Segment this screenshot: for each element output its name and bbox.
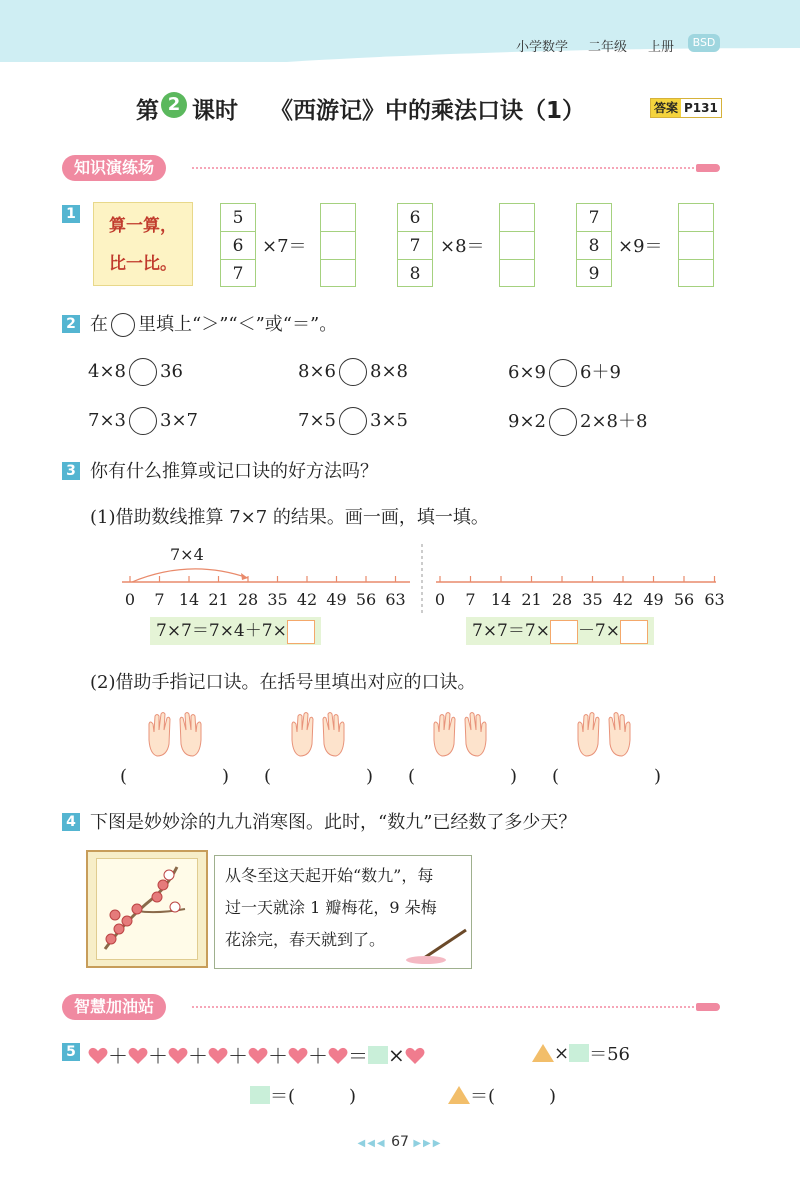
tick-label: 49 (643, 590, 664, 609)
tick-label: 0 (124, 590, 136, 609)
q3-part2: (2)借助手指记口诀。在括号里填出对应的口诀。 (90, 672, 476, 693)
q3-part1: (1)借助数线推算 7×7 的结果。画一画，填一填。 (90, 507, 489, 528)
scroll-canvas (96, 858, 198, 960)
compare-circle[interactable] (339, 407, 367, 435)
equation-right (466, 617, 654, 645)
title-prefix: 第 (136, 98, 159, 124)
heart-icon (208, 1046, 228, 1064)
note-line: 过一天就涂 1 瓣梅花，9 朵梅 (225, 898, 437, 917)
tick-label: 14 (178, 590, 200, 609)
operator: ＝ (348, 1044, 368, 1068)
compare-right: 8×8 (370, 361, 408, 382)
hands-icon (288, 710, 348, 758)
compare-item (298, 407, 408, 435)
heart-icon (168, 1046, 188, 1064)
volume-label: 上册 (648, 40, 675, 55)
arc-label: 7×4 (170, 545, 204, 564)
tick-label: 7 (465, 590, 476, 609)
prompt-part: 在 (90, 314, 108, 335)
tick-label: 56 (355, 590, 377, 609)
lesson-number: 2 (161, 92, 187, 118)
paren-open: ( (264, 766, 272, 787)
tick-label: 28 (551, 590, 573, 609)
arrows-left-icon: ◀◀◀ (357, 1138, 387, 1149)
tick-label: 35 (582, 590, 603, 609)
answer-blank[interactable] (274, 768, 364, 788)
number-cell: 8 (576, 231, 612, 259)
answer-blank[interactable] (130, 768, 220, 788)
answer-cell[interactable] (499, 231, 535, 259)
number-column (220, 203, 256, 287)
answer-cell[interactable] (320, 259, 356, 287)
compare-left: 7×3 (88, 410, 126, 431)
paren-close: ) (510, 766, 518, 787)
number-cell: 7 (220, 259, 256, 287)
brush-icon (404, 926, 470, 966)
blank-box[interactable] (620, 620, 648, 644)
question-number: 1 (62, 205, 80, 223)
tick-label: 42 (296, 590, 318, 609)
number-cell: 7 (397, 231, 433, 259)
answer-label: 答案 (651, 99, 681, 117)
arrow-head (241, 573, 248, 580)
number-line-left (122, 569, 410, 582)
number-column (576, 203, 612, 287)
section-divider (192, 1006, 694, 1008)
number-cell: 5 (220, 203, 256, 231)
tick-label: 63 (704, 590, 725, 609)
equation-text: 7×7＝7× (472, 621, 550, 641)
square-icon (368, 1046, 388, 1064)
heart-icon (405, 1046, 425, 1064)
compare-left: 4×8 (88, 361, 126, 382)
operator: ＋ (108, 1044, 128, 1068)
note-line: 花涂完，春天就到了。 (225, 930, 386, 949)
operator: ＋ (228, 1044, 248, 1068)
answer-cell[interactable] (320, 203, 356, 231)
square-answer[interactable] (250, 1082, 356, 1108)
square-icon (250, 1086, 270, 1104)
answer-blank[interactable] (562, 768, 652, 788)
compare-left: 8×6 (298, 361, 336, 382)
tick-label: 14 (490, 590, 512, 609)
compare-left: 9×2 (508, 411, 546, 432)
compare-circle[interactable] (339, 358, 367, 386)
page-title: 《西游记》中的乘法口诀（1） (270, 98, 586, 124)
times-sign: × (554, 1042, 570, 1064)
pencil-icon (696, 1003, 720, 1011)
blank-box[interactable] (550, 620, 578, 644)
answer-column (499, 203, 535, 287)
triangle-answer[interactable] (448, 1082, 556, 1108)
answer-cell[interactable] (499, 203, 535, 231)
compare-item (508, 407, 647, 436)
page-number: 67 (391, 1134, 409, 1150)
triangle-icon (448, 1086, 470, 1104)
answer-cell[interactable] (320, 231, 356, 259)
equation-text: －7× (577, 621, 620, 641)
compare-item (298, 358, 408, 386)
answer-cell[interactable] (499, 259, 535, 287)
tick-label: 49 (326, 590, 347, 609)
multiplier: ×9＝ (618, 236, 663, 257)
prompt-part: 里填上“＞”“＜”或“＝”。 (138, 314, 338, 335)
tick-label: 21 (208, 590, 229, 609)
compare-right: 6＋9 (580, 362, 621, 383)
question-number: 3 (62, 462, 80, 480)
equation-text: 7×7＝7×4＋7× (156, 621, 287, 641)
number-cell: 7 (576, 203, 612, 231)
number-cell: 8 (397, 259, 433, 287)
hands-icon (574, 710, 634, 758)
section-wisdom: 智慧加油站 (62, 994, 166, 1020)
section-divider (192, 167, 694, 169)
answer-blank[interactable] (418, 768, 508, 788)
card-line: 算一算， (109, 216, 177, 236)
paren-close: ) (222, 766, 230, 787)
blank-box[interactable] (287, 620, 315, 644)
arrows-right-icon: ▶▶▶ (413, 1138, 443, 1149)
compare-left: 7×5 (298, 410, 336, 431)
hands-icon (430, 710, 490, 758)
tick-label: 63 (385, 590, 406, 609)
answer-tag[interactable] (650, 98, 722, 118)
compare-right: 3×5 (370, 410, 408, 431)
multiplier: ×7＝ (262, 236, 307, 257)
paren-close: ) (366, 766, 374, 787)
compare-right: 2×8＋8 (580, 411, 648, 432)
grade-label: 二年级 (588, 40, 628, 55)
question-number: 5 (62, 1043, 80, 1061)
section-practice: 知识演练场 (62, 155, 166, 181)
question-number: 4 (62, 813, 80, 831)
multiplier: ×8＝ (440, 236, 485, 257)
paren-close: ) (654, 766, 662, 787)
paren-open: ( (120, 766, 128, 787)
compare-circle[interactable] (129, 407, 157, 435)
number-cell: 9 (576, 259, 612, 287)
number-cell: 6 (397, 203, 433, 231)
compare-left: 6×9 (508, 362, 546, 383)
subject-label: 小学数学 (516, 40, 569, 55)
operator: ＋ (148, 1044, 168, 1068)
heart-icon (328, 1046, 348, 1064)
answer-blank[interactable]: ＝( ) (270, 1086, 357, 1107)
number-line-right (436, 576, 716, 582)
title-suffix: 课时 (192, 98, 238, 124)
operator: ＋ (188, 1044, 208, 1068)
answer-column (320, 203, 356, 287)
compare-circle[interactable] (549, 408, 577, 436)
compare-item (508, 358, 621, 387)
answer-cell[interactable] (678, 203, 714, 231)
plum-blossom-scroll (86, 850, 208, 968)
square-icon (569, 1044, 589, 1062)
tick-label: 35 (267, 590, 288, 609)
compare-circle[interactable] (129, 358, 157, 386)
heart-icon (88, 1046, 108, 1064)
tick-label: 42 (612, 590, 634, 609)
heart-icon (248, 1046, 268, 1064)
hands-icon (145, 710, 205, 758)
operator: × (388, 1042, 405, 1067)
tick-label: 28 (237, 590, 259, 609)
operator: ＋ (308, 1044, 328, 1068)
note-line: 从冬至这天起开始“数九”，每 (225, 866, 434, 885)
compare-right: 36 (160, 361, 183, 382)
card-line: 比一比。 (109, 254, 177, 274)
heart-icon (288, 1046, 308, 1064)
number-column (397, 203, 433, 287)
compare-circle[interactable] (549, 359, 577, 387)
question-number: 2 (62, 315, 80, 333)
equation-left (150, 617, 321, 645)
q3-prompt: 你有什么推算或记口诀的好方法吗？ (90, 461, 378, 482)
compare-item (88, 407, 198, 435)
compare-right: 3×7 (160, 410, 198, 431)
instruction-card (93, 202, 193, 286)
heart-equation (88, 1040, 425, 1069)
tick-label: 7 (154, 590, 165, 609)
operator: ＋ (268, 1044, 288, 1068)
plum-branch-icon (97, 859, 199, 961)
paren-open: ( (552, 766, 560, 787)
answer-page: P131 (681, 99, 721, 117)
answer-cell[interactable] (678, 231, 714, 259)
answer-cell[interactable] (678, 259, 714, 287)
tick-label: 56 (673, 590, 695, 609)
number-cell: 6 (220, 231, 256, 259)
triangle-icon (532, 1044, 554, 1062)
q4-prompt: 下图是妙妙涂的九九消寒图。此时，“数九”已经数了多少天？ (90, 812, 577, 833)
product-equation (532, 1040, 630, 1066)
edition-badge: BSD (688, 34, 720, 52)
pencil-icon (696, 164, 720, 172)
compare-item (88, 358, 183, 386)
paren-open: ( (408, 766, 416, 787)
tick-label: 21 (521, 590, 542, 609)
jump-arc (132, 569, 248, 582)
q2-prompt (90, 310, 337, 337)
product-value: ＝56 (589, 1044, 630, 1065)
tick-label: 0 (434, 590, 446, 609)
circle-icon (111, 313, 135, 337)
answer-column (678, 203, 714, 287)
answer-blank[interactable]: ＝( ) (470, 1086, 557, 1107)
heart-icon (128, 1046, 148, 1064)
page-footer (0, 1134, 800, 1150)
